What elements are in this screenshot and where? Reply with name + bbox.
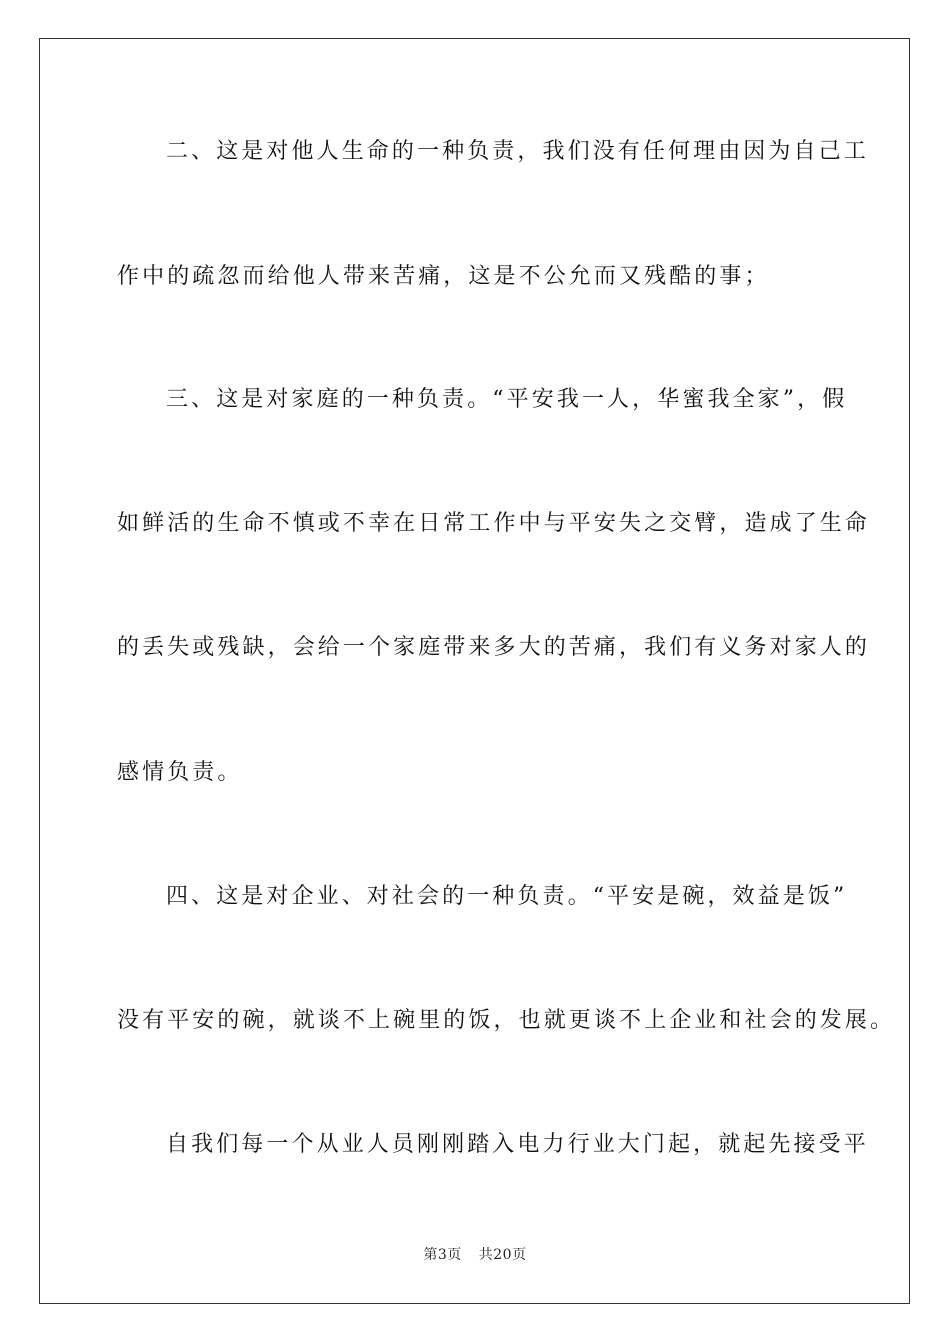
paragraph-3-line-2: 如鲜活的生命不慎或不幸在日常工作中与平安失之交臂，造成了生命 bbox=[117, 511, 871, 536]
paragraph-4-line-2: 没有平安的碗，就谈不上碗里的饭，也就更谈不上企业和社会的发展。 bbox=[117, 1008, 896, 1033]
paragraph-2-line-2: 作中的疏忽而给他人带来苦痛，这是不公允而又残酷的事； bbox=[117, 264, 770, 289]
paragraph-3-line-3: 的丢失或残缺，会给一个家庭带来多大的苦痛，我们有义务对家人的 bbox=[117, 635, 871, 660]
paragraph-3-line-4: 感情负责。 bbox=[117, 760, 243, 785]
page-footer bbox=[0, 1245, 950, 1265]
page-number: 第3页 bbox=[423, 1247, 462, 1263]
paragraph-4-line-1: 四、这是对企业、对社会的一种负责。“平安是碗，效益是饭” bbox=[166, 884, 848, 909]
paragraph-3-line-1: 三、这是对家庭的一种负责。“平安我一人，华蜜我全家”，假 bbox=[166, 387, 848, 412]
page-border bbox=[39, 38, 910, 1304]
page-total: 共20页 bbox=[478, 1247, 527, 1263]
paragraph-5-line-1: 自我们每一个从业人员刚刚踏入电力行业大门起，就起先接受平 bbox=[166, 1132, 869, 1157]
paragraph-2-line-1: 二、这是对他人生命的一种负责，我们没有任何理由因为自己工 bbox=[166, 139, 869, 164]
